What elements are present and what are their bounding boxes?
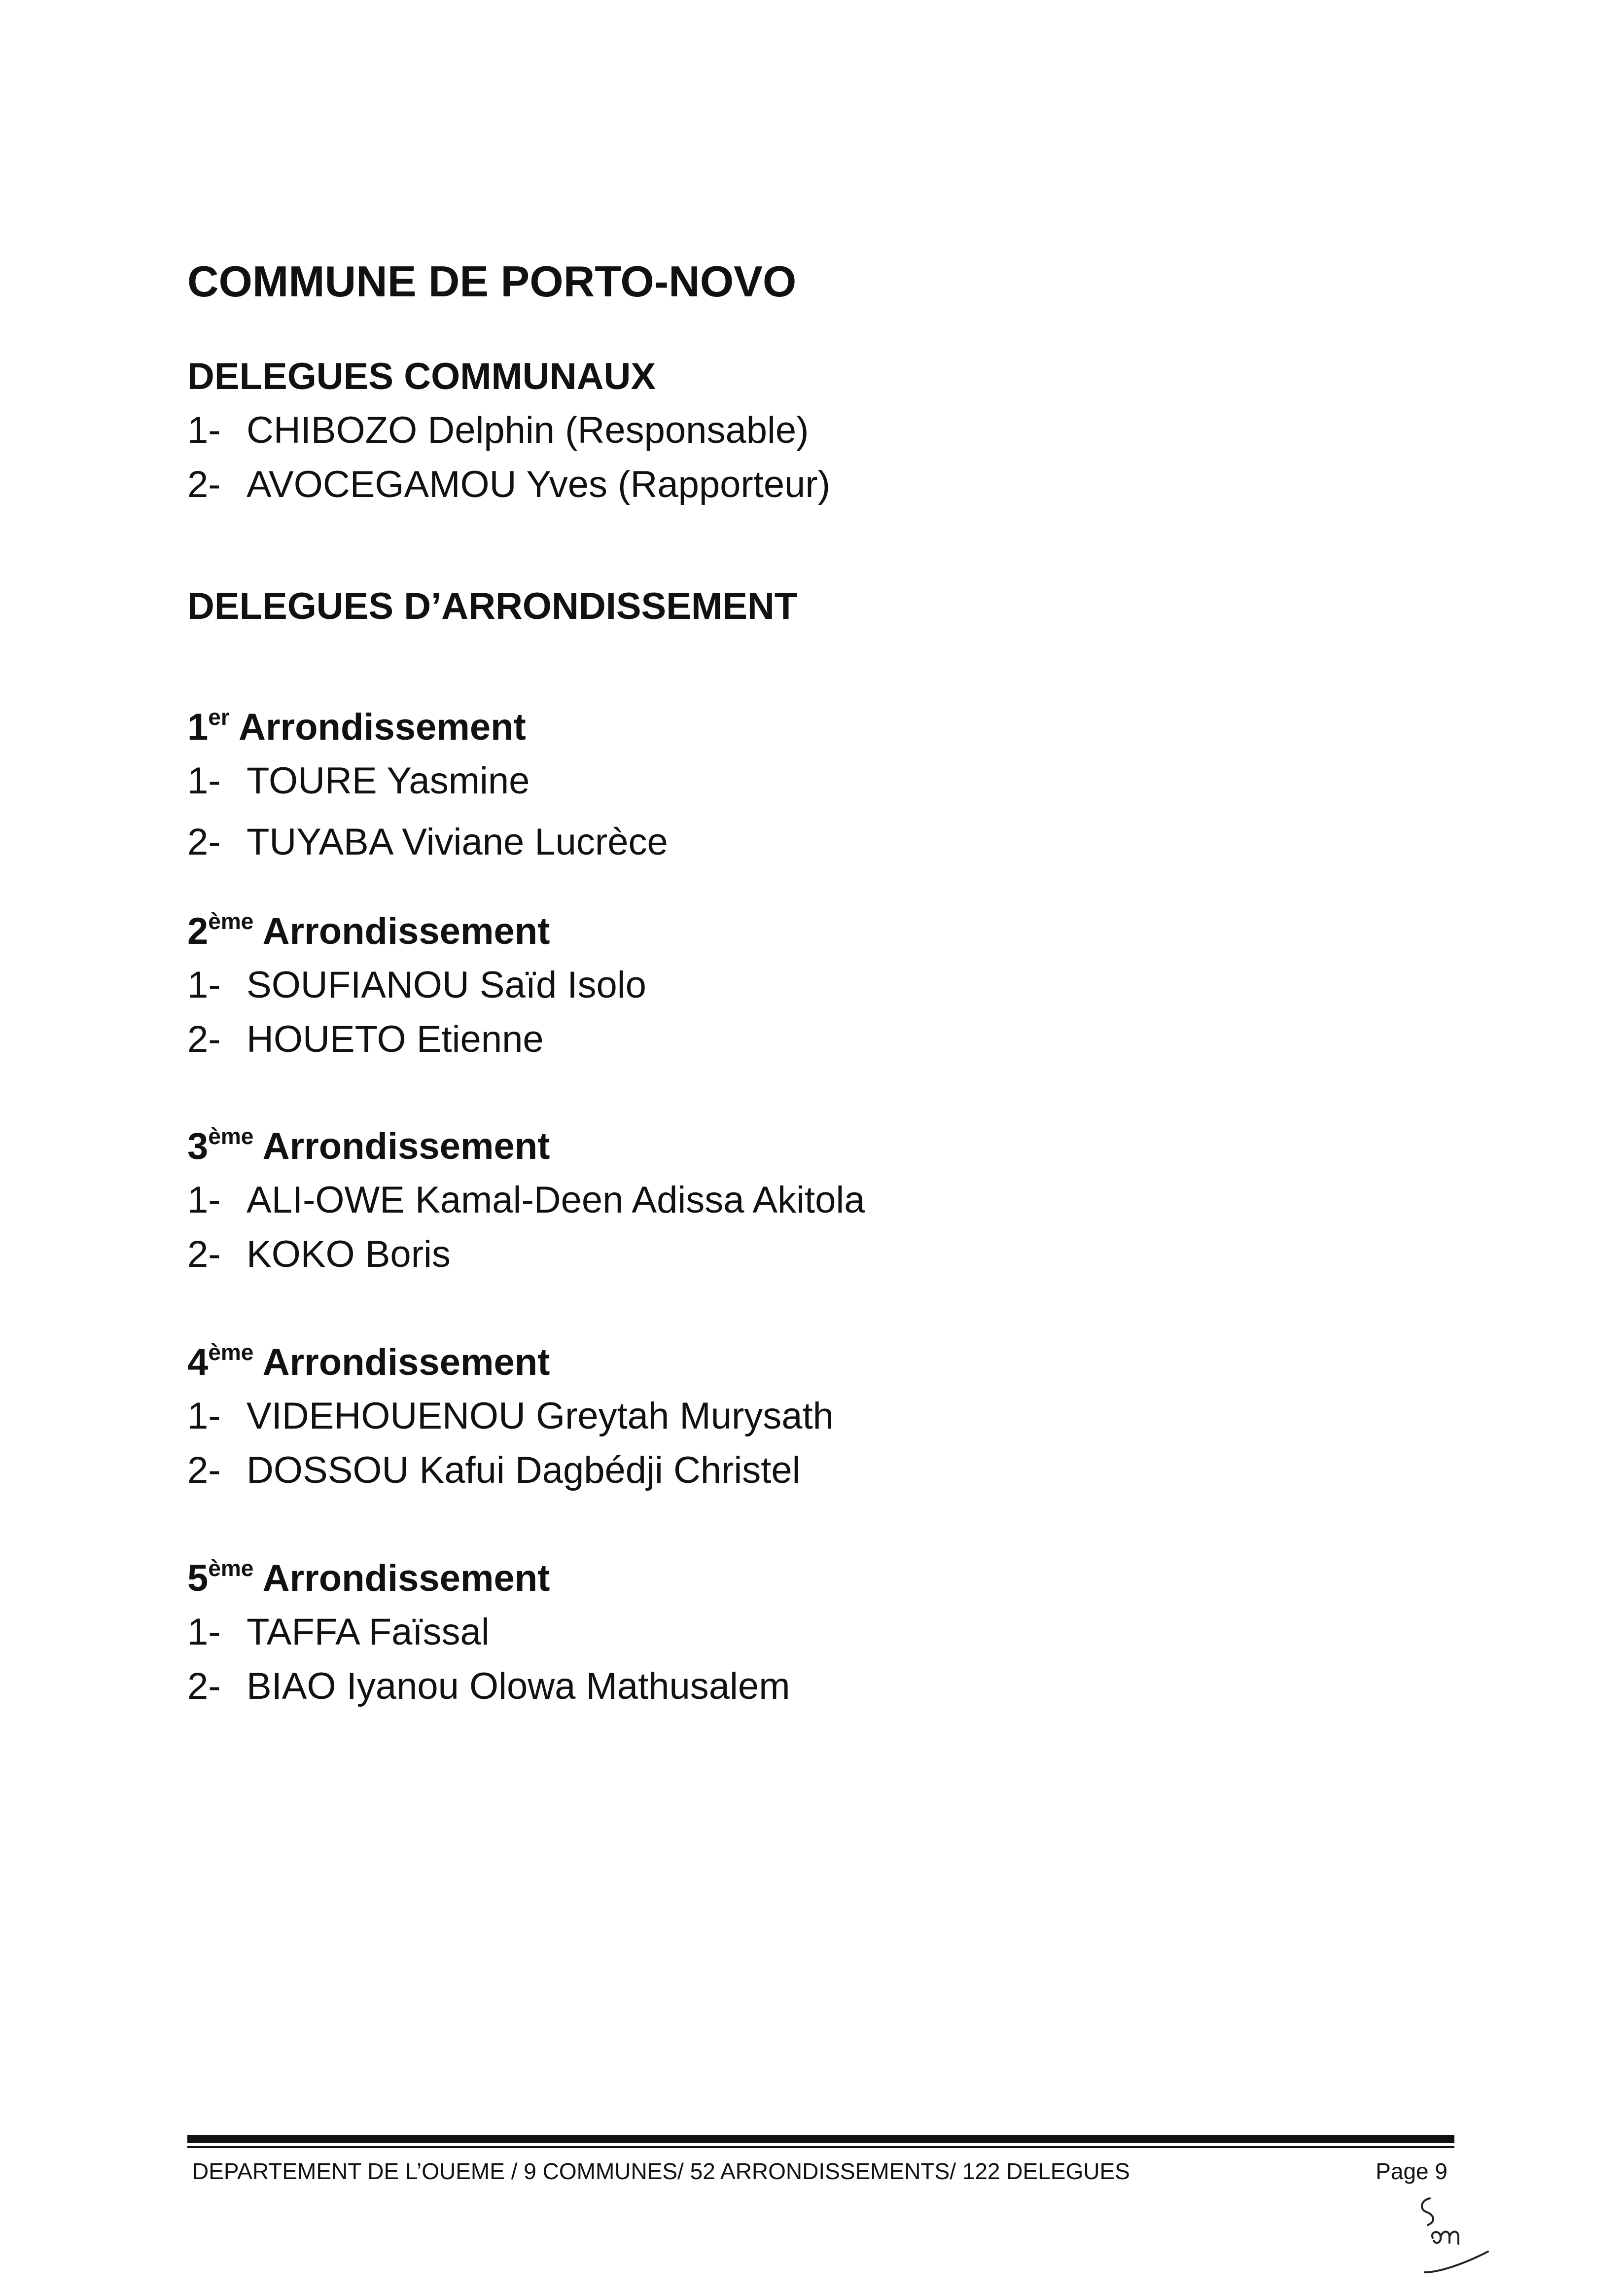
item-number: 1-	[187, 964, 221, 1006]
arrondissement-label: Arrondissement	[253, 910, 550, 952]
footer-divider-thin	[187, 2146, 1454, 2148]
page-number: Page 9	[1376, 2158, 1447, 2184]
delegate-name: VIDEHOUENOU Greytah Murysath	[247, 1395, 834, 1437]
arrondissement-label: Arrondissement	[253, 1341, 550, 1383]
arrondissement-ordinal: er	[208, 704, 230, 730]
item-number: 2-	[187, 1233, 221, 1275]
list-item	[187, 1173, 865, 1227]
list-item	[187, 1659, 790, 1714]
arrondissement-number: 2	[187, 910, 209, 952]
delegate-name: HOUETO Etienne	[247, 1018, 544, 1060]
arrondissement-ordinal: ème	[208, 1555, 254, 1581]
item-number: 2-	[187, 821, 221, 863]
delegate-name: AVOCEGAMOU Yves (Rapporteur)	[247, 464, 831, 505]
item-number: 1-	[187, 1179, 221, 1221]
arrondissement-block-3	[187, 1110, 865, 1282]
list-item	[187, 958, 646, 1012]
list-item	[187, 1012, 646, 1067]
item-number: 1-	[187, 760, 221, 802]
arrondissement-delegates-heading: DELEGUES D’ARRONDISSEMENT	[187, 585, 798, 627]
arrondissement-block-4	[187, 1326, 834, 1498]
delegate-name: TAFFA Faïssal	[247, 1611, 490, 1653]
item-number: 2-	[187, 464, 221, 505]
arrondissement-ordinal: ème	[208, 908, 254, 934]
arrondissement-ordinal: ème	[208, 1123, 254, 1149]
delegate-name: SOUFIANOU Saïd Isolo	[247, 964, 646, 1006]
delegate-name: BIAO Iyanou Olowa Mathusalem	[247, 1665, 790, 1707]
list-item	[187, 1443, 834, 1498]
delegate-name: TOURE Yasmine	[247, 760, 530, 802]
communal-delegates-section	[187, 350, 830, 512]
delegate-name: DOSSOU Kafui Dagbédji Christel	[247, 1449, 801, 1491]
arrondissement-label: Arrondissement	[229, 706, 526, 748]
item-number: 1-	[187, 1611, 221, 1653]
arrondissement-ordinal: ème	[208, 1339, 254, 1365]
delegate-name: TUYABA Viviane Lucrèce	[247, 821, 668, 863]
arrondissement-block-5	[187, 1542, 790, 1714]
delegate-name: KOKO Boris	[247, 1233, 451, 1275]
arrondissement-block-1	[187, 690, 668, 869]
arrondissement-heading	[187, 1542, 790, 1605]
footer-divider-thick	[187, 2135, 1454, 2143]
arrondissement-number: 5	[187, 1557, 209, 1599]
arrondissement-label: Arrondissement	[253, 1125, 550, 1167]
delegate-name: ALI-OWE Kamal-Deen Adissa Akitola	[247, 1179, 865, 1221]
list-item	[187, 1389, 834, 1443]
list-item	[187, 754, 668, 808]
page-title: COMMUNE DE PORTO-NOVO	[187, 257, 797, 306]
delegate-name: CHIBOZO Delphin (Responsable)	[247, 409, 809, 451]
arrondissement-heading	[187, 690, 668, 754]
arrondissement-block-2	[187, 895, 646, 1067]
item-number: 2-	[187, 1449, 221, 1491]
communal-delegates-heading: DELEGUES COMMUNAUX	[187, 356, 656, 397]
list-item	[187, 458, 830, 512]
arrondissement-number: 1	[187, 706, 209, 748]
item-number: 2-	[187, 1665, 221, 1707]
list-item	[187, 1605, 790, 1659]
arrondissement-heading	[187, 1326, 834, 1389]
handwritten-signature-icon	[1410, 2189, 1509, 2283]
list-item	[187, 815, 668, 869]
item-number: 2-	[187, 1018, 221, 1060]
item-number: 1-	[187, 409, 221, 451]
arrondissement-delegates-section	[187, 580, 797, 633]
footer-text: DEPARTEMENT DE L’OUEME / 9 COMMUNES/ 52 ARRONDISSEMENTS/ 122 DELEGUES	[192, 2158, 1130, 2184]
arrondissement-label: Arrondissement	[253, 1557, 550, 1599]
arrondissement-number: 3	[187, 1125, 209, 1167]
list-item	[187, 403, 830, 458]
item-number: 1-	[187, 1395, 221, 1437]
arrondissement-heading	[187, 895, 646, 958]
arrondissement-number: 4	[187, 1341, 209, 1383]
arrondissement-heading	[187, 1110, 865, 1173]
list-item	[187, 1227, 865, 1282]
